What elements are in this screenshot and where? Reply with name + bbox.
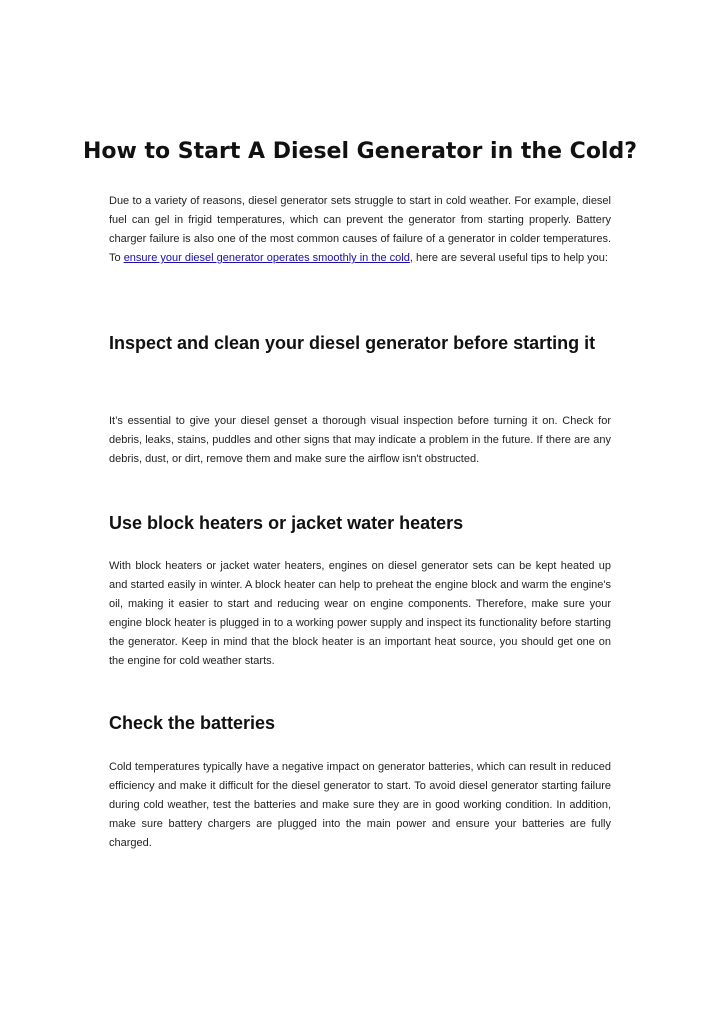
section-body-batteries: Cold temperatures typically have a negative impact on generator batteries, which can result in reduced efficiency and make it difficult for the diesel generator to start. To avoid diesel generator starting failure during cold weather, test the batteries and make sure they are in good working condition. In addition, make sure battery chargers are plugged into the main power and ensure your batteries are fully charged. <box>109 761 611 849</box>
intro-text-after-link: , here are several useful tips to help you: <box>409 252 608 264</box>
section-body-inspect: It’s essential to give your diesel genset a thorough visual inspection before turning it on. Check for debris, leaks, stains, puddles and other signs that may indicate a problem in the future. If there are any debris, dust, or dirt, remove them and make sure the airflow isn't obstructed. <box>109 415 611 465</box>
section-heading-inspect: Inspect and clean your diesel generator before starting it <box>109 333 596 353</box>
section-heading-block-heaters: Use block heaters or jacket water heaters <box>109 513 464 533</box>
section-body-block-heaters: With block heaters or jacket water heaters, engines on diesel generator sets can be kept heated up and started easily in winter. A block heater can help to preheat the engine block and warm the engine's oil, making it easier to start and reducing wear on engine components. Therefore, make sure your engine block heater is plugged in to a working power supply and inspect its functionality before starting the generator. Keep in mind that the block heater is an important heat source, you should get one on the engine for cold weather starts. <box>109 560 611 667</box>
page-title: How to Start A Diesel Generator in the Cold? <box>83 139 637 164</box>
section-heading-batteries: Check the batteries <box>109 713 276 733</box>
intro-paragraph <box>109 192 611 268</box>
intro-text-before-link: Due to a variety of reasons, diesel generator sets struggle to start in cold weather. For example, diesel fuel can gel in frigid temperatures, which can prevent the generator from starting properly. Battery charger failure is also one of the most common causes of failure of a generator in colder temperatures. To <box>109 195 611 264</box>
cold-weather-guide-link[interactable]: ensure your diesel generator operates smoothly in the cold <box>123 252 410 264</box>
